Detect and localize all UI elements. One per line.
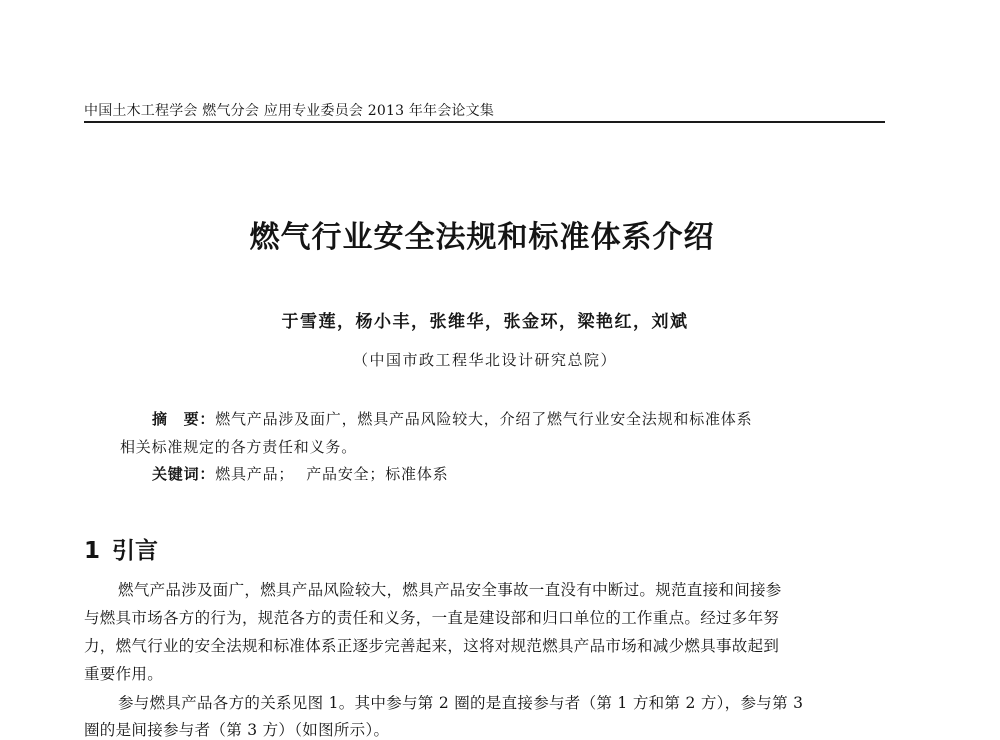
body-text-line: 与燃具市场各方的行为，规范各方的责任和义务，一直是建设部和归口单位的工作重点。经过多年努 — [84, 609, 780, 627]
running-header: 中国土木工程学会 燃气分会 应用专业委员会 2013 年年会论文集 — [84, 103, 495, 119]
section-title: 引言 — [112, 538, 159, 564]
affiliation: （中国市政工程华北设计研究总院） — [352, 351, 617, 369]
abstract — [152, 408, 882, 429]
abstract-text-line-2: 相关标准规定的各方责任和义务。 — [120, 438, 358, 456]
body-text-line: 燃气产品涉及面广，燃具产品风险较大，燃具产品安全事故一直没有中断过。规范直接和间接参 — [118, 581, 782, 599]
keywords-label: 关键词： — [152, 465, 216, 483]
keyword: 产品安全； — [306, 465, 386, 483]
paper-title: 燃气行业安全法规和标准体系介绍 — [249, 220, 715, 255]
body-text-line: 圈的是间接参与者（第 3 方）（如图所示）。 — [84, 721, 390, 739]
abstract-text-line-1: 燃气产品涉及面广，燃具产品风险较大，介绍了燃气行业安全法规和标准体系 — [215, 410, 753, 428]
abstract-label: 摘 要： — [152, 410, 216, 428]
body-text-line: 重要作用。 — [84, 665, 164, 683]
keywords — [152, 463, 882, 484]
section-heading — [84, 532, 158, 565]
section-number: 1 — [84, 538, 101, 564]
author-list: 于雪莲，杨小丰，张维华，张金环，梁艳红，刘斌 — [281, 312, 689, 332]
body-text-line: 参与燃具产品各方的关系见图 1。其中参与第 2 圈的是直接参与者（第 1 方和第 2 方），参与第 3 — [118, 694, 804, 712]
keyword: 标准体系 — [385, 465, 449, 483]
body-text-line: 力，燃气行业的安全法规和标准体系正逐步完善起来，这将对规范燃具产品市场和减少燃具事故起到 — [84, 637, 780, 655]
header-rule — [84, 121, 885, 123]
keyword: 燃具产品； — [215, 465, 295, 483]
